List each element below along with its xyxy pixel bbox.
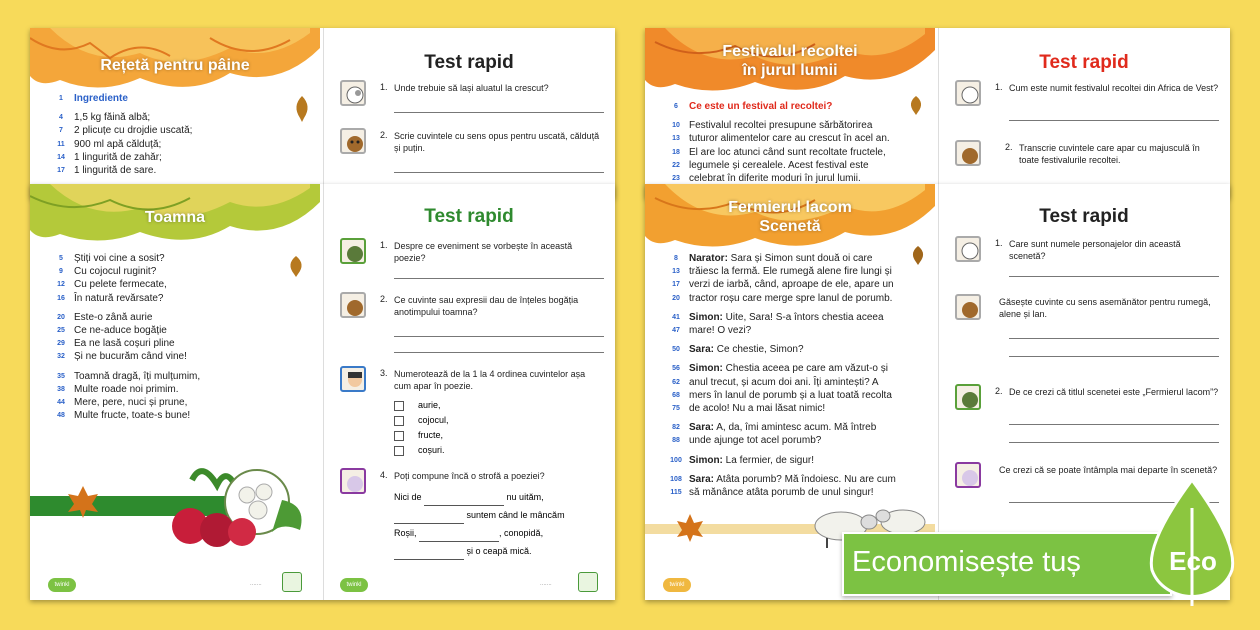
line-number: 17 <box>672 281 680 289</box>
text-line <box>663 119 890 132</box>
option-row <box>394 398 449 413</box>
festival-title: Festivalul recoltei în jurul lumii <box>722 43 858 79</box>
autumn-sheet <box>30 184 615 600</box>
recipe-sheet <box>30 28 615 198</box>
text-line <box>663 292 896 305</box>
skit-text <box>663 252 896 499</box>
line-number: 4 <box>59 114 63 122</box>
answer-line[interactable] <box>1009 442 1219 443</box>
line-text: verzi de iarbă, când, aproape de ele, apare un <box>689 279 894 291</box>
line-text: tuturor alimentelor care au crescut în acel an. <box>689 133 890 145</box>
speech-text: Atâta porumb? Mă îndoiesc. Nu are cum <box>714 473 896 485</box>
speaker-name: Simon: <box>689 363 723 375</box>
text-line <box>48 337 200 350</box>
stanza-word: nu uităm, <box>506 492 544 502</box>
eco-drop-icon <box>1146 478 1238 608</box>
line-text: Ea ne lasă coșuri pline <box>74 338 175 350</box>
brand-logo: twinkl <box>663 578 691 592</box>
question-text: Care sunt numele personajelor din această scenetă? <box>1009 239 1181 261</box>
leaf-icon <box>909 244 927 266</box>
line-text: mers în lanul de porumb și a luat toată recolta <box>689 389 892 401</box>
text-line <box>663 376 896 389</box>
text-line <box>663 389 896 402</box>
text-line <box>48 252 200 265</box>
answer-line[interactable] <box>394 352 604 353</box>
line-number: 25 <box>57 327 65 335</box>
line-number: 7 <box>59 127 63 135</box>
text-line <box>48 164 192 177</box>
question-text: Transcrie cuvintele care apar cu majusculă în toate festivalurile recoltei. <box>1019 143 1200 165</box>
brand-logo: twinkl <box>48 578 76 592</box>
question-2 <box>340 292 610 362</box>
question-number: 1. <box>995 238 1003 248</box>
autumn-title: Toamna <box>144 209 206 226</box>
text-line <box>663 100 890 113</box>
stanza-word: și o ceapă mică. <box>466 546 532 556</box>
character-avatar-icon <box>955 384 981 410</box>
text-line <box>663 486 896 499</box>
leaf-icon <box>292 94 312 124</box>
quiz-title: Test rapid <box>424 52 514 73</box>
eco-label: Eco <box>1169 546 1217 576</box>
speaker-name: Sara: <box>689 473 715 485</box>
option-text: fructe, <box>418 430 444 440</box>
text-line <box>48 324 200 337</box>
line-number: 48 <box>57 412 65 420</box>
line-number: 75 <box>672 405 680 413</box>
line-number: 9 <box>59 268 63 276</box>
line-text: anul trecut, și acum doi ani. Îți amintești? A <box>689 376 879 388</box>
line-text: legumele și cerealele. Acest festival este <box>689 159 869 171</box>
answer-line[interactable] <box>1009 120 1219 121</box>
ordering-options <box>394 398 449 458</box>
question-number: 4. <box>380 470 388 480</box>
dog-avatar-icon <box>340 128 366 154</box>
text-line <box>48 265 200 278</box>
line-number: 108 <box>670 475 682 483</box>
line-text: Festivalul recoltei presupune sărbătorirea <box>689 120 873 132</box>
line-number: 22 <box>672 161 680 169</box>
text-line <box>48 124 192 137</box>
line-text: El are loc atunci când sunt recoltate fructele, <box>689 146 886 158</box>
speaker-name: Sara: <box>689 422 715 434</box>
line-text: Multe fructe, toate-s bune! <box>74 410 191 422</box>
line-text <box>689 454 814 467</box>
quiz-title: Test rapid <box>1039 52 1129 73</box>
line-text <box>689 362 888 375</box>
recipe-title: Rețetă pentru pâine <box>100 57 250 74</box>
dog-avatar-icon <box>955 140 981 166</box>
text-line <box>48 138 192 151</box>
question-text: Găsește cuvinte cu sens asemănător pentru rumegă, alene și lan. <box>999 297 1211 319</box>
line-text: Și ne bucurăm când vine! <box>74 351 187 363</box>
option-row <box>394 443 449 458</box>
quiz-title: Test rapid <box>1039 206 1129 227</box>
speaker-name: Sara: <box>689 344 715 356</box>
line-number: 38 <box>57 385 65 393</box>
stanza-word: suntem când le mâncăm <box>466 510 565 520</box>
line-number: 88 <box>672 437 680 445</box>
line-text: 1,5 kg făină albă; <box>74 112 151 124</box>
question-3 <box>340 366 610 466</box>
line-number: 20 <box>57 313 65 321</box>
stanza-fill-in <box>394 488 604 560</box>
answer-line[interactable] <box>394 278 604 279</box>
question-text: De ce crezi că titlul scenetei este „Fermierul lacom”? <box>1009 387 1219 397</box>
line-text: Știți voi cine a sosit? <box>74 253 165 264</box>
option-row <box>394 428 449 443</box>
speech-text: Sara și Simon sunt două oi care <box>727 253 873 264</box>
line-text: Ce este un festival al recoltei? <box>689 101 833 112</box>
line-text: Mere, pere, nuci și prune, <box>74 397 188 409</box>
line-text: de acolo! Nu a mai lăsat nimic! <box>689 403 826 415</box>
text-line <box>48 292 200 305</box>
line-text: celebrat în diferite moduri în jurul lumii. <box>689 173 861 185</box>
text-line <box>48 396 200 409</box>
text-line <box>663 421 896 434</box>
line-text: 1 lingurită de sare. <box>74 165 157 177</box>
stanza-word: Nici de <box>394 492 422 502</box>
line-number: 6 <box>674 103 678 110</box>
line-text <box>689 421 876 434</box>
text-line <box>48 151 192 164</box>
text-line <box>48 311 200 324</box>
line-number: 82 <box>672 424 680 432</box>
sheet-divider <box>323 184 324 600</box>
line-number: 18 <box>672 148 680 156</box>
text-line <box>663 146 890 159</box>
option-row <box>394 413 449 428</box>
line-text: Este-o zână aurie <box>74 311 153 323</box>
text-line <box>48 111 192 124</box>
dog-avatar-icon <box>340 292 366 318</box>
question-number: 1. <box>380 240 388 250</box>
text-line <box>663 132 890 145</box>
question-text: Poți compune încă o strofă a poeziei? <box>394 471 545 481</box>
question-text: Ce cuvinte sau expresii dau de înțeles bogăția anotimpului toamna? <box>394 295 579 317</box>
sheep-avatar-icon <box>955 80 981 106</box>
question-1 <box>340 238 610 288</box>
stanza-word: Roșii, <box>394 528 417 538</box>
line-text: Cu cojocul ruginit? <box>74 266 157 278</box>
dog-avatar-icon <box>955 294 981 320</box>
festival-sheet <box>645 28 1230 198</box>
cat-avatar-icon <box>955 462 981 488</box>
speech-text: A, da, îmi amintesc acum. Mă întreb <box>714 422 877 434</box>
line-text: Toamnă dragă, îți mulțumim, <box>74 370 201 382</box>
save-ink-badge[interactable] <box>842 532 1238 596</box>
text-line <box>663 265 896 278</box>
question-2 <box>955 140 1225 190</box>
footer-note: ······· <box>540 582 552 588</box>
text-line <box>48 409 200 422</box>
line-number: 35 <box>57 372 65 380</box>
question-number: 1. <box>995 82 1003 92</box>
text-line <box>48 92 192 105</box>
option-text: cojocul, <box>418 415 449 425</box>
speech-text: La fermier, de sigur! <box>722 454 815 466</box>
question-2 <box>340 128 610 188</box>
line-text: Multe roade noi primim. <box>74 383 179 395</box>
cat-avatar-icon <box>340 468 366 494</box>
speech-text: Chestia aceea pe care am văzut-o și <box>722 363 888 375</box>
question-1 <box>955 80 1225 124</box>
line-text <box>689 473 896 486</box>
line-text: În natură revărsate? <box>74 292 164 304</box>
question-4 <box>340 468 610 568</box>
question-number: 3. <box>380 368 388 378</box>
line-number: 68 <box>672 391 680 399</box>
answer-line[interactable] <box>1009 424 1219 425</box>
line-number: 62 <box>672 378 680 386</box>
leaf-icon <box>675 512 705 544</box>
question-1b <box>955 294 1225 374</box>
text-line <box>663 434 896 447</box>
text-line <box>48 278 200 291</box>
text-line <box>48 370 200 383</box>
text-line <box>663 402 896 415</box>
recipe-text <box>48 92 192 177</box>
line-text: 1 lingurită de zahăr; <box>74 151 162 163</box>
text-line <box>663 159 890 172</box>
answer-line[interactable] <box>1009 356 1219 357</box>
answer-line[interactable] <box>1009 338 1219 339</box>
question-text: Numerotează de la 1 la 4 ordinea cuvintelor așa cum apar în poezie. <box>394 369 586 391</box>
line-text: Ingrediente <box>74 93 128 104</box>
line-number: 32 <box>57 353 65 361</box>
line-number: 47 <box>672 327 680 335</box>
line-text <box>689 343 804 356</box>
number-box[interactable] <box>394 431 404 441</box>
child-avatar-icon <box>340 366 366 392</box>
poem-text <box>48 252 200 422</box>
line-number: 20 <box>672 294 680 302</box>
answer-line[interactable] <box>394 172 604 173</box>
line-text: tractor roșu care merge spre lanul de porumb. <box>689 292 893 304</box>
answer-line[interactable] <box>394 112 604 113</box>
line-text: trăiesc la fermă. Ele rumegă alene fire lungi și <box>689 266 892 278</box>
line-number: 11 <box>57 140 65 148</box>
text-line <box>663 278 896 291</box>
quiz-title: Test rapid <box>424 206 514 227</box>
sheep-avatar-icon <box>955 236 981 262</box>
text-line <box>663 343 896 356</box>
speaker-name: Narator: <box>689 253 728 264</box>
leaf-icon <box>66 484 100 520</box>
line-number: 50 <box>672 346 680 354</box>
option-text: coșuri. <box>418 445 445 455</box>
text-line <box>663 324 896 337</box>
stanza-word: , conopidă, <box>499 528 544 538</box>
question-number: 2. <box>995 386 1003 396</box>
line-text: mare! O vezi? <box>689 325 752 337</box>
line-number: 100 <box>670 456 682 464</box>
badge-logo <box>578 572 598 592</box>
brand-logo: twinkl <box>340 578 368 592</box>
text-line <box>48 383 200 396</box>
sheep-avatar-icon <box>340 80 366 106</box>
answer-line[interactable] <box>1009 276 1219 277</box>
line-text: Ce ne-aduce bogăție <box>74 325 167 337</box>
line-number: 10 <box>672 122 680 130</box>
farmer-title: Fermierul lacom Scenetă <box>728 199 852 235</box>
question-number: 2. <box>380 130 388 140</box>
character-avatar-icon <box>340 238 366 264</box>
speaker-name: Simon: <box>689 311 723 323</box>
question-number: 2. <box>380 294 388 304</box>
blank-field[interactable] <box>394 559 464 560</box>
line-number: 23 <box>672 175 680 183</box>
question-text: Unde trebuie să lași aluatul la crescut? <box>394 83 549 93</box>
line-number: 16 <box>57 294 65 302</box>
line-text: unde ajunge tot acel porumb? <box>689 435 822 447</box>
number-box[interactable] <box>394 446 404 456</box>
text-line <box>663 362 896 375</box>
question-text: Scrie cuvintele cu sens opus pentru uscată, călduță și puțin. <box>394 131 600 153</box>
speech-text: Ce chestie, Simon? <box>714 344 804 356</box>
number-box[interactable] <box>394 416 404 426</box>
option-text: aurie, <box>418 400 441 410</box>
line-number: 12 <box>57 281 65 289</box>
question-2 <box>955 384 1225 450</box>
save-ink-label: Economisește tuș <box>852 546 1081 578</box>
question-text: Cum este numit festivalul recoltei din Africa de Vest? <box>1009 83 1219 93</box>
leaf-icon <box>286 254 306 278</box>
text-line <box>663 454 896 467</box>
line-text: Cu pelete fermecate, <box>74 279 167 291</box>
line-number: 14 <box>57 153 65 161</box>
line-number: 29 <box>57 340 65 348</box>
text-line <box>48 350 200 363</box>
question-number: 2. <box>1005 142 1013 152</box>
speaker-name: Simon: <box>689 454 723 466</box>
footer-note: ······· <box>250 582 262 588</box>
line-number: 56 <box>672 365 680 373</box>
line-number: 44 <box>57 399 65 407</box>
speech-text: Uite, Sara! S-a întors chestia aceea <box>722 311 884 323</box>
question-1 <box>340 80 610 120</box>
line-text <box>689 311 884 324</box>
line-text: să mănânce atâta porumb de unul singur! <box>689 487 874 499</box>
leaf-icon <box>907 94 925 116</box>
question-text: Ce crezi că se poate întâmpla mai departe în scenetă? <box>999 465 1218 475</box>
answer-line[interactable] <box>394 336 604 337</box>
line-number: 5 <box>59 255 63 262</box>
line-number: 13 <box>672 268 680 276</box>
line-number: 13 <box>672 135 680 143</box>
badge-logo <box>282 572 302 592</box>
line-text <box>689 252 872 265</box>
vegetables-illustration <box>162 460 312 556</box>
text-line <box>663 252 896 265</box>
question-text: Despre ce eveniment se vorbește în această poezie? <box>394 241 573 263</box>
line-number: 41 <box>672 313 680 321</box>
line-number: 17 <box>57 167 65 175</box>
question-1 <box>955 236 1225 286</box>
line-text: 2 plicuțe cu drojdie uscată; <box>74 125 193 137</box>
question-number: 1. <box>380 82 388 92</box>
line-number: 1 <box>59 95 63 102</box>
festival-text <box>663 100 890 185</box>
text-line <box>663 473 896 486</box>
number-box[interactable] <box>394 401 404 411</box>
line-number: 115 <box>670 489 682 497</box>
line-text: 900 ml apă călduță; <box>74 138 162 150</box>
line-number: 8 <box>674 255 678 262</box>
text-line <box>663 311 896 324</box>
